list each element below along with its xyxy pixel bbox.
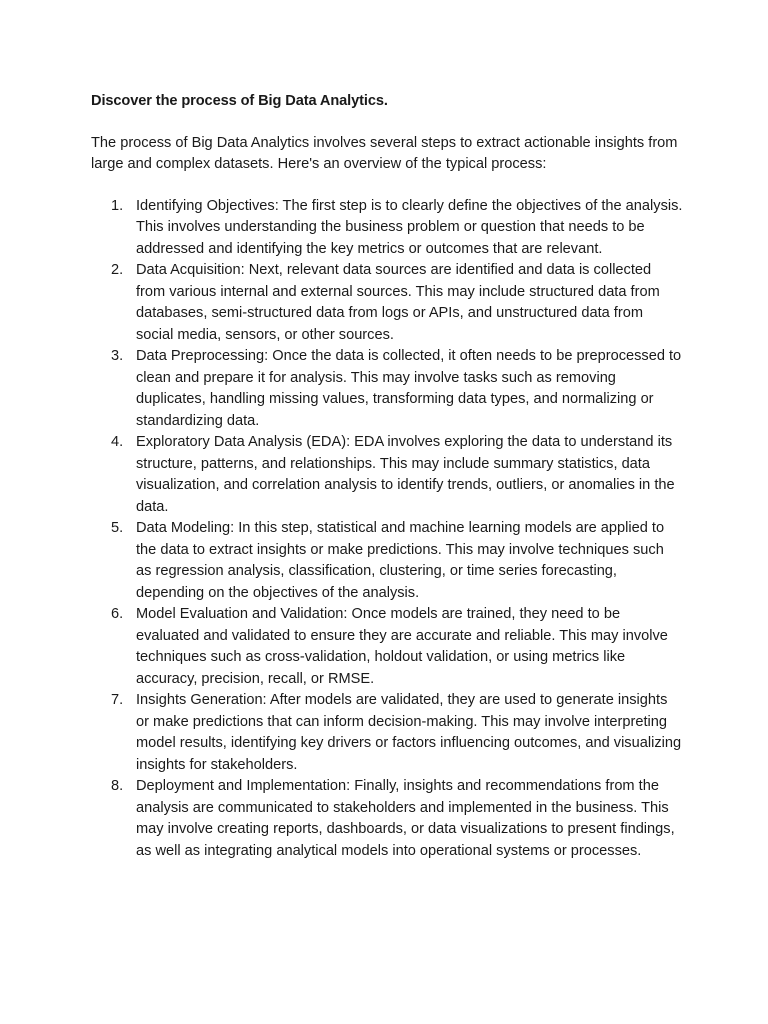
list-item-number: 6. [111, 606, 124, 622]
list-item-number: 2. [111, 262, 124, 278]
document-page [91, 91, 683, 862]
list-item [91, 346, 683, 432]
list-item-number: 1. [111, 197, 124, 214]
list-item-text: Identifying Objectives: The first step is to clearly define the objectives of the analysis. This involves understanding the business problem or question that needs to be addressed and identifying the key metrics or outcomes that are relevant. [136, 197, 683, 257]
process-steps-list [91, 196, 683, 863]
intro-paragraph: The process of Big Data Analytics involves several steps to extract actionable insights from large and complex datasets. Here's an overview of the typical process: [91, 134, 678, 172]
list-item [91, 432, 683, 518]
list-item-text: Exploratory Data Analysis (EDA): EDA involves exploring the data to understand its structure, patterns, and relationships. This may include summary statistics, data visualization, and correlation analysis to identify trends, outliers, or anomalies in the data. [136, 434, 675, 515]
list-item [91, 260, 683, 346]
list-item [91, 776, 683, 862]
list-item-number: 4. [111, 434, 124, 450]
list-item-text: Data Preprocessing: Once the data is collected, it often needs to be preprocessed to clean and prepare it for analysis. This may involve tasks such as removing duplicates, handling missing values, transforming data types, and normalizing or standardizing data. [136, 348, 682, 429]
list-item-text: Data Modeling: In this step, statistical and machine learning models are applied to the data to extract insights or make predictions. This may involve techniques such as regression analysis, classification, clustering, or time series forecasting, depending on the objectives of the analysis. [136, 520, 665, 601]
list-item-number: 7. [111, 692, 124, 708]
document-heading: Discover the process of Big Data Analytics. [91, 93, 388, 109]
list-item [91, 690, 683, 776]
list-item [91, 196, 683, 261]
list-item-number: 5. [111, 520, 124, 536]
list-item-number: 3. [111, 348, 124, 364]
list-item [91, 518, 683, 604]
list-item [91, 604, 683, 690]
list-item-text: Data Acquisition: Next, relevant data sources are identified and data is collected from various internal and external sources. This may include structured data from databases, semi-structured data from logs or APIs, and unstructured data from social media, sensors, or other sources. [136, 262, 660, 343]
list-item-number: 8. [111, 778, 124, 794]
list-item-text: Model Evaluation and Validation: Once models are trained, they need to be evaluated and validated to ensure they are accurate and reliable. This may involve techniques such as cross-validation, holdout validation, or using metrics like accuracy, precision, recall, or RMSE. [136, 606, 668, 687]
list-item-text: Deployment and Implementation: Finally, insights and recommendations from the analysis are communicated to stakeholders and implemented in the business. This may involve creating reports, dashboards, or data visualizations to present findings, as well as integrating analytical models into operational systems or processes. [136, 778, 675, 859]
list-item-text: Insights Generation: After models are validated, they are used to generate insights or make predictions that can inform decision-making. This may involve interpreting model results, identifying key drivers or factors influencing outcomes, and visualizing insights for stakeholders. [136, 692, 682, 773]
